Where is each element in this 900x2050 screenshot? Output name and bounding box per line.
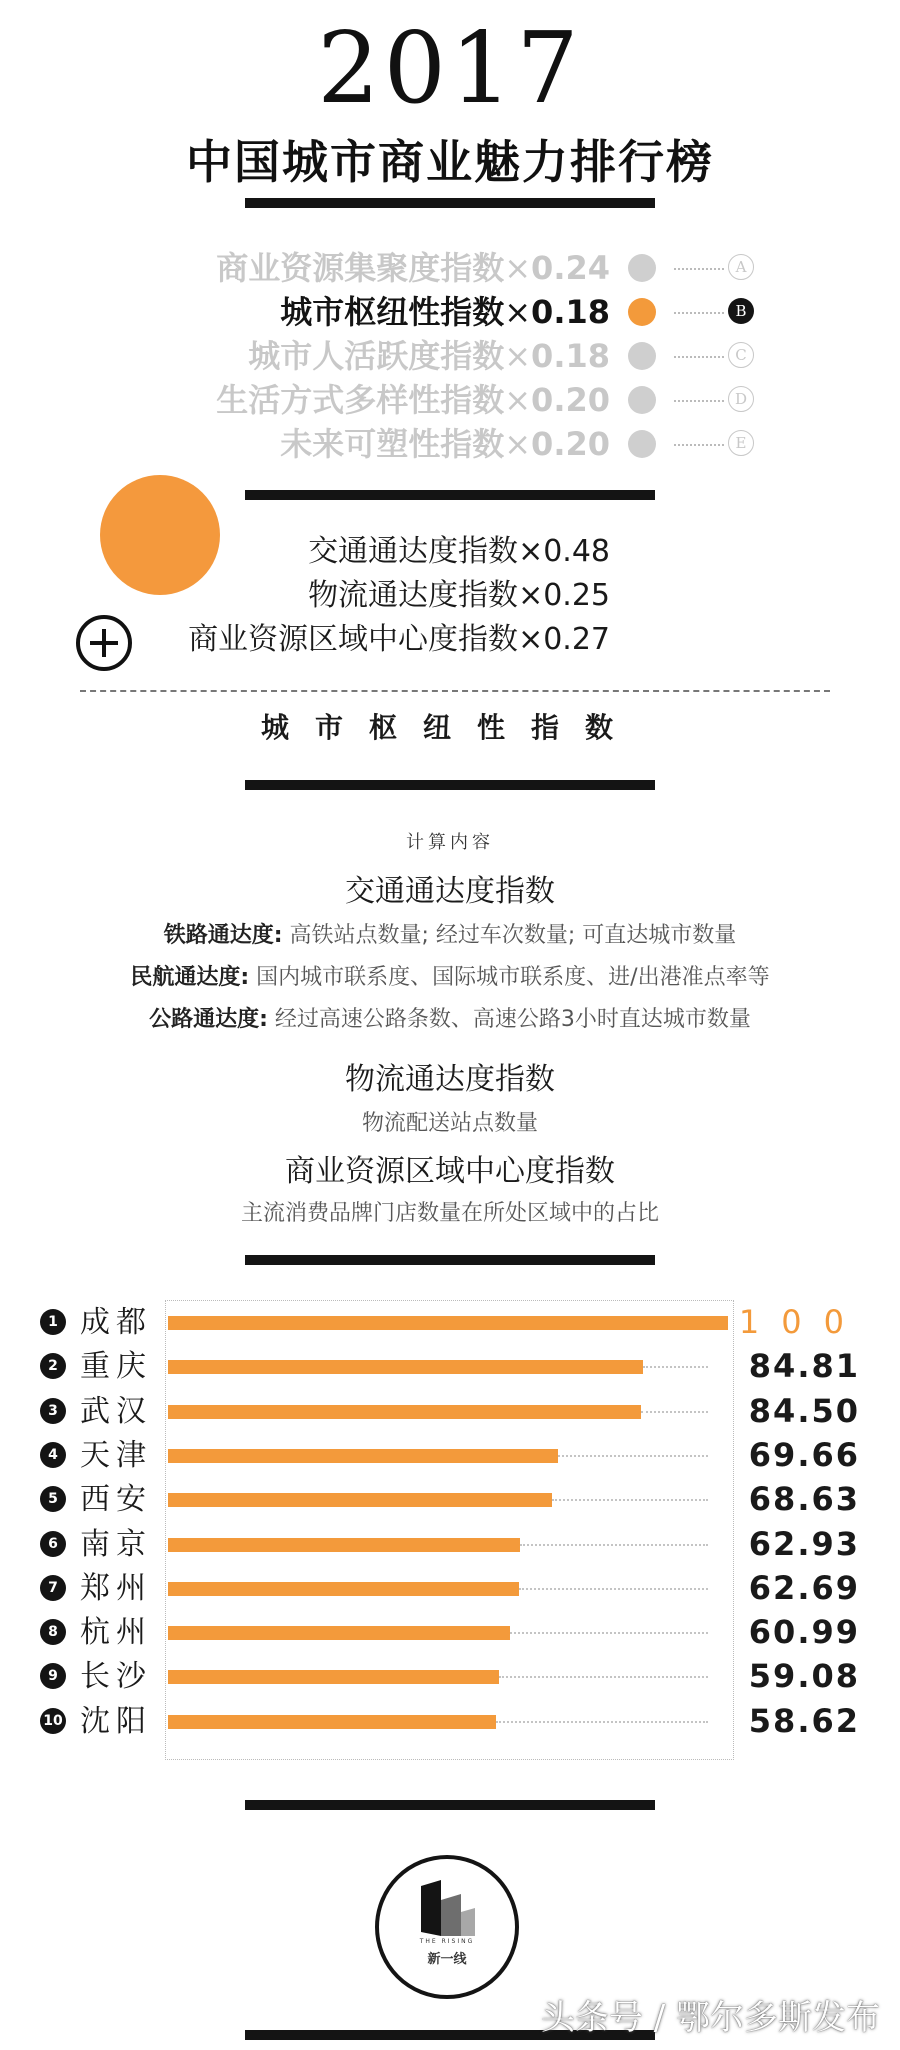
leader-line [674,312,724,314]
category-label: 南京 [80,1526,152,1562]
watermark: 头条号 / 鄂尔多斯发布 [540,1998,880,2038]
rank-badge: 10 [40,1708,66,1734]
divider-rule [245,490,655,500]
weight-row [0,378,900,422]
orange-circle-icon [100,475,220,595]
value-label: 100 [738,1303,866,1341]
weight-row [0,290,900,334]
value-label: 84.81 [748,1347,860,1386]
component-center: 商业资源区域中心度指数×0.27 [188,622,610,657]
weight-badge: D [728,386,754,412]
rank-badge: 7 [40,1575,66,1601]
bar-track [496,1721,708,1723]
formula-result: 城市枢纽性指数 [260,711,639,744]
rank-badge: 4 [40,1442,66,1468]
weight-label: 城市枢纽性指数×0.18 [280,293,610,331]
weight-badge: C [728,342,754,368]
bar-track [643,1366,708,1368]
category-label: 西安 [80,1482,152,1518]
chart-row [0,1433,900,1478]
transport-title: 交通通达度指数 [345,874,555,909]
rank-badge: 8 [40,1619,66,1645]
leader-line [674,400,724,402]
center-title: 商业资源区域中心度指数 [285,1154,615,1189]
category-label: 沈阳 [80,1703,152,1739]
bar [168,1582,519,1596]
chart-row [0,1522,900,1567]
bar [168,1626,510,1640]
category-label: 成都 [80,1305,152,1340]
bar [168,1405,641,1419]
divider-rule [245,1255,655,1265]
bar-track [552,1499,708,1501]
value-label: 59.08 [748,1657,860,1696]
logistics-title: 物流通达度指数 [345,1062,555,1097]
bar [168,1360,643,1374]
weight-badge: E [728,430,754,456]
bar-track [641,1411,708,1413]
value-label: 69.66 [748,1435,860,1474]
rank-badge: 9 [40,1663,66,1689]
leader-line [674,268,724,270]
weight-badge: A [728,254,754,280]
weight-label: 城市人活跃度指数×0.18 [248,337,610,375]
rank-badge: 5 [40,1486,66,1512]
category-label: 郑州 [80,1570,152,1606]
weight-dot-icon [628,298,656,326]
chart-row [0,1389,900,1434]
chart-row [0,1566,900,1611]
weight-badge: B [728,298,754,324]
divider-rule [245,780,655,790]
weight-dot-icon [628,342,656,370]
component-logistics: 物流通达度指数×0.25 [308,578,610,613]
bar [168,1493,552,1507]
chart-row [0,1300,900,1345]
logo-name: 新一线 [427,1952,467,1967]
chart-row [0,1344,900,1389]
rail-detail: 铁路通达度: 高铁站点数量; 经过车次数量; 可直达城市数量 [163,923,737,948]
bar [168,1538,520,1552]
bar-track [499,1676,708,1678]
weight-label: 商业资源集聚度指数×0.24 [216,249,610,287]
chart-row [0,1699,900,1744]
page-title: 中国城市商业魅力排行榜 [186,135,714,189]
logo-subtitle: THE RISING [419,1938,475,1945]
weight-row [0,422,900,466]
calc-heading: 计算内容 [406,832,494,853]
bar [168,1715,496,1729]
logistics-detail: 物流配送站点数量 [361,1111,538,1136]
chart-row [0,1477,900,1522]
weight-label: 生活方式多样性指数×0.20 [216,381,610,419]
logo-glyph-icon [415,1876,481,1942]
value-label: 60.99 [748,1613,860,1652]
weight-dot-icon [628,430,656,458]
value-label: 58.62 [748,1701,860,1740]
road-detail: 公路通达度: 经过高速公路条数、高速公路3小时直达城市数量 [149,1007,751,1032]
value-label: 68.63 [748,1480,860,1519]
bar-track [558,1455,708,1457]
category-label: 杭州 [80,1615,152,1651]
weight-dot-icon [628,254,656,282]
chart-row [0,1654,900,1699]
weight-dot-icon [628,386,656,414]
weight-row [0,246,900,290]
value-label: 62.69 [748,1568,860,1607]
chart-row [0,1610,900,1655]
rank-badge: 2 [40,1353,66,1379]
bar-track [519,1588,708,1590]
air-detail: 民航通达度: 国内城市联系度、国际城市联系度、进/出港准点率等 [130,965,770,990]
category-label: 长沙 [80,1659,152,1695]
plus-icon [76,615,132,671]
center-detail: 主流消费品牌门店数量在所处区域中的占比 [240,1201,659,1226]
rank-badge: 6 [40,1531,66,1557]
category-label: 天津 [80,1437,152,1473]
bar [168,1316,728,1330]
divider-rule [245,1800,655,1810]
year-heading: 2017 [317,12,583,126]
bar-track [520,1544,708,1546]
category-label: 武汉 [80,1393,152,1429]
component-transport: 交通通达度指数×0.48 [308,534,610,569]
rank-badge: 1 [40,1309,66,1335]
category-label: 重庆 [80,1349,152,1385]
bar [168,1449,558,1463]
divider-rule [245,198,655,208]
bar-track [510,1632,708,1634]
weight-row [0,334,900,378]
bar [168,1670,499,1684]
value-label: 62.93 [748,1524,860,1563]
leader-line [674,444,724,446]
rank-badge: 3 [40,1398,66,1424]
leader-line [674,356,724,358]
weight-label: 未来可塑性指数×0.20 [280,425,610,463]
value-label: 84.50 [748,1391,860,1430]
formula-divider [80,690,830,692]
